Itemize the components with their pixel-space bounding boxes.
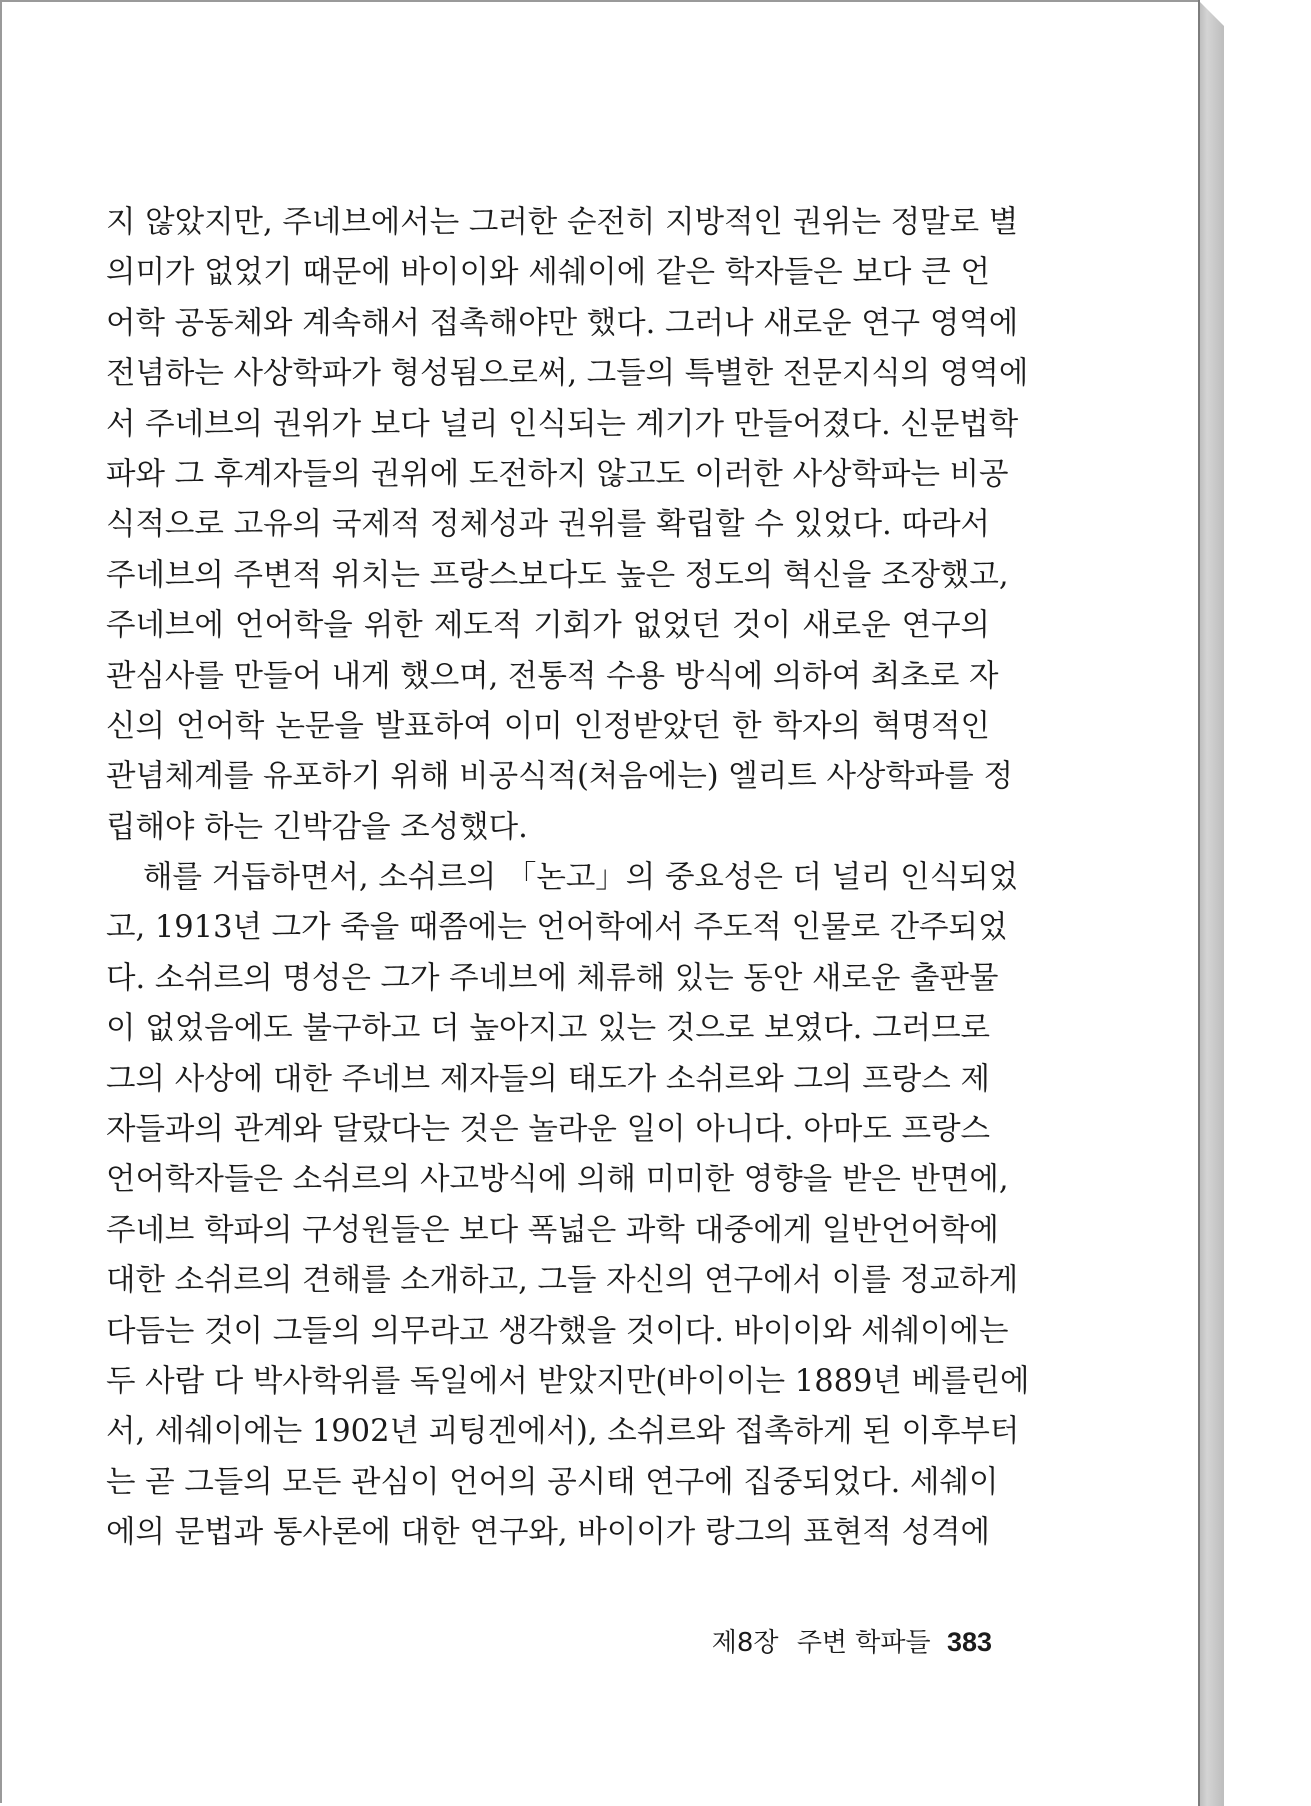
chapter-label: 제8장 [711,1628,779,1658]
text-line: 의미가 없었기 때문에 바이이와 세쉐이에 같은 학자들은 보다 큰 언 [106,255,990,291]
text-line: 주네브에 언어학을 위한 제도적 기회가 없었던 것이 새로운 연구의 [106,608,990,644]
text-line: 그의 사상에 대한 주네브 제자들의 태도가 소쉬르와 그의 프랑스 제 [106,1061,990,1097]
text-line: 전념하는 사상학파가 형성됨으로써, 그들의 특별한 전문지식의 영역에 [106,356,1029,392]
section-title: 주변 학파들 [796,1628,931,1658]
text-line: 주네브의 주변적 위치는 프랑스보다도 높은 정도의 혁신을 조장했고, [106,557,1009,593]
page-edge-divider [1198,0,1200,1806]
text-line: 다. 소쉬르의 명성은 그가 주네브에 체류해 있는 동안 새로운 출판물 [106,960,999,996]
text-line: 고, 1913년 그가 죽을 때쯤에는 언어학에서 주도적 인물로 간주되었 [106,910,1008,946]
body-text [106,198,1030,1559]
page-footer [602,1622,992,1659]
text-line: 관념체계를 유포하기 위해 비공식적(처음에는) 엘리트 사상학파를 정 [106,759,1013,795]
text-line: 두 사람 다 박사학위를 독일에서 받았지만(바이이는 1889년 베를린에 [106,1363,1030,1399]
text-line: 서 주네브의 권위가 보다 널리 인식되는 계기가 만들어졌다. 신문법학 [106,406,1019,442]
text-line: 립해야 하는 긴박감을 조성했다. [106,809,528,845]
text-line: 언어학자들은 소쉬르의 사고방식에 의해 미미한 영향을 받은 반면에, [106,1162,1009,1198]
page-number: 383 [946,1627,992,1657]
text-line: 신의 언어학 논문을 발표하여 이미 인정받았던 한 학자의 혁명적인 [106,708,990,744]
text-line: 자들과의 관계와 달랐다는 것은 놀라운 일이 아니다. 아마도 프랑스 [106,1112,990,1148]
page-edge-shadow [1198,0,1224,1806]
text-line: 이 없었음에도 불구하고 더 높아지고 있는 것으로 보였다. 그러므로 [106,1011,990,1047]
paragraph-first-line: 해를 거듭하면서, 소쉬르의 「논고」의 중요성은 더 널리 인식되었 [143,860,1019,896]
text-line: 에의 문법과 통사론에 대한 연구와, 바이이가 랑그의 표현적 성격에 [106,1515,990,1551]
text-line: 다듬는 것이 그들의 의무라고 생각했을 것이다. 바이이와 세쉐이에는 [106,1313,1009,1349]
text-line: 대한 소쉬르의 견해를 소개하고, 그들 자신의 연구에서 이를 정교하게 [106,1263,1019,1299]
text-line: 지 않았지만, 주네브에서는 그러한 순전히 지방적인 권위는 정말로 별 [106,205,1019,240]
text-line: 주네브 학파의 구성원들은 보다 폭넓은 과학 대중에게 일반언어학에 [106,1212,999,1248]
text-line: 관심사를 만들어 내게 했으며, 전통적 수용 방식에 의하여 최초로 자 [106,658,999,694]
text-line: 서, 세쉐이에는 1902년 괴팅겐에서), 소쉬르와 접촉하게 된 이후부터 [106,1414,1020,1450]
text-line: 식적으로 고유의 국제적 정체성과 권위를 확립할 수 있었다. 따라서 [106,507,990,543]
text-line: 어학 공동체와 계속해서 접촉해야만 했다. 그러나 새로운 연구 영역에 [106,305,1019,341]
text-line: 는 곧 그들의 모든 관심이 언어의 공시태 연구에 집중되었다. 세쉐이 [106,1464,999,1500]
text-line: 파와 그 후계자들의 권위에 도전하지 않고도 이러한 사상학파는 비공 [106,456,1009,492]
